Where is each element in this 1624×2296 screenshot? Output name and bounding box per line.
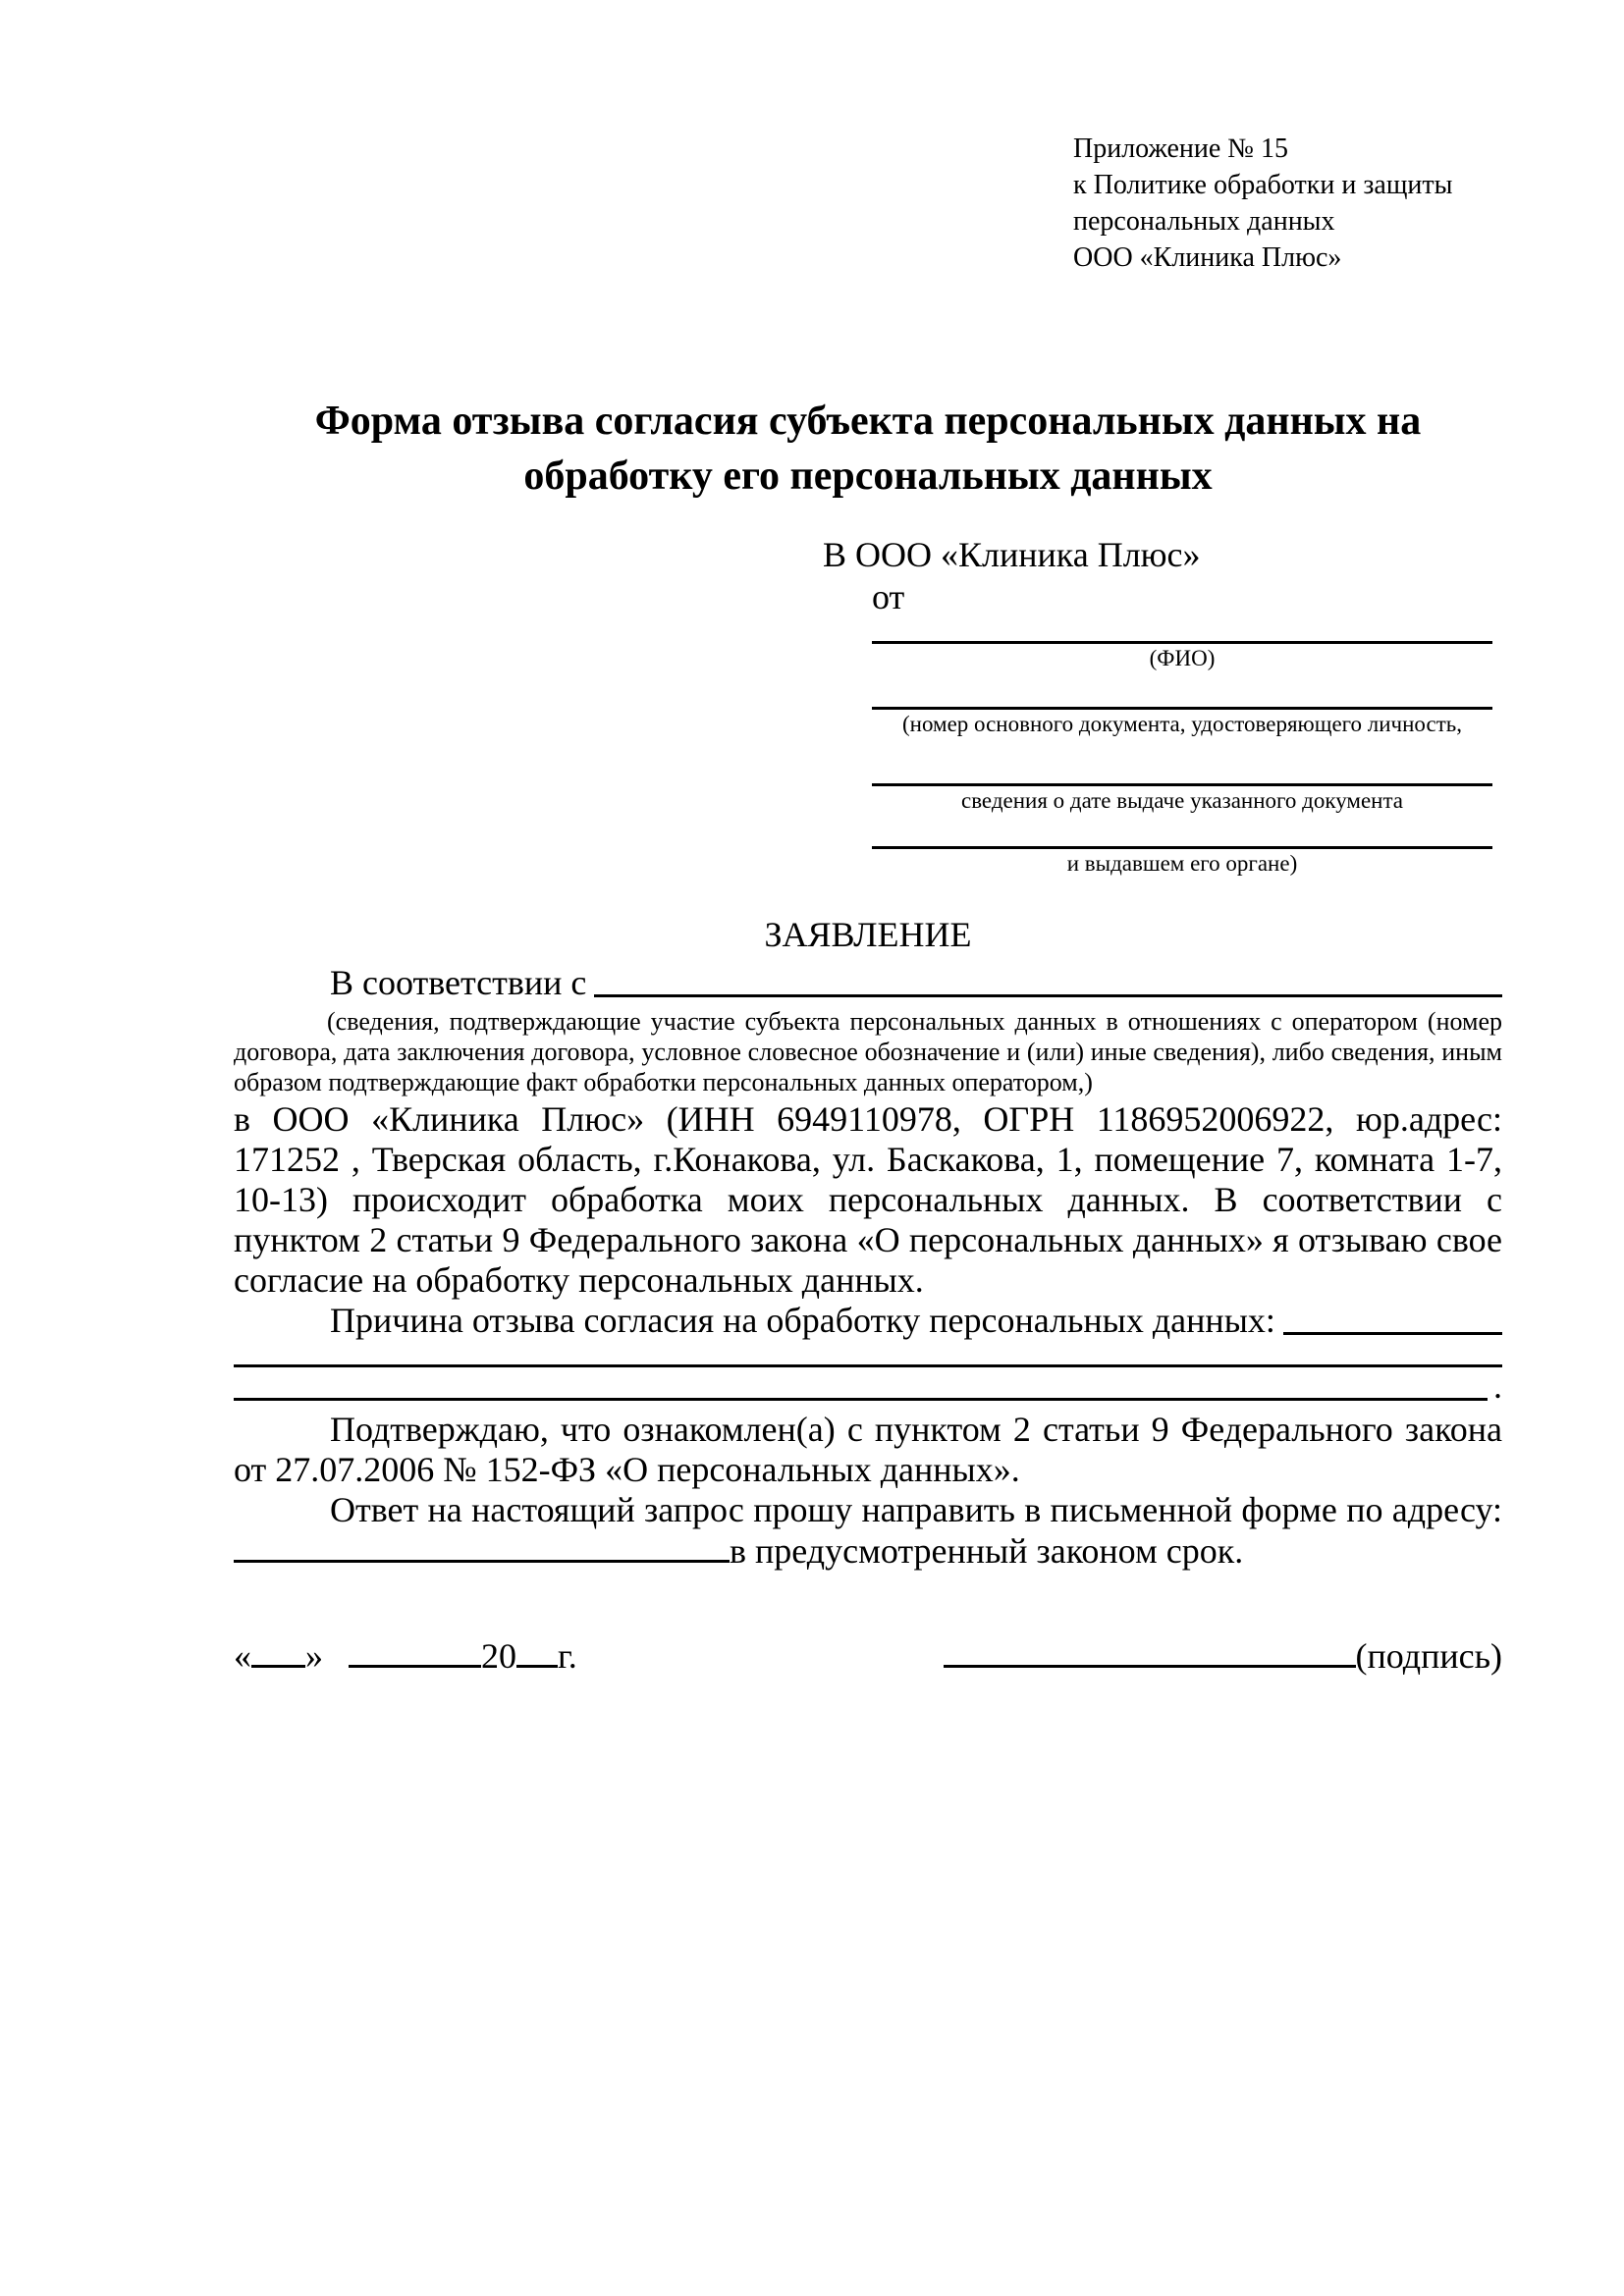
reply-request-line: Ответ на настоящий запрос прошу направить в письменной форме по адресу: — [330, 1490, 1502, 1529]
reply-address-blank-line — [234, 1530, 730, 1563]
signature-caption: (подпись) — [1355, 1636, 1502, 1676]
fio-blank-line — [872, 615, 1492, 644]
reason-blank-line — [1283, 1332, 1502, 1335]
date-year-blank — [516, 1637, 558, 1668]
field-doc-issuer — [872, 816, 1492, 879]
date-year-prefix: 20 — [481, 1636, 516, 1676]
doc-issue-date-blank-line — [872, 739, 1492, 786]
reason-blank-line-2 — [234, 1398, 1488, 1401]
reply-suffix: в предусмотренный законом срок. — [730, 1531, 1244, 1571]
appendix-line: персональных данных — [1073, 206, 1335, 237]
document-content — [234, 0, 1502, 1677]
appendix-block — [1073, 131, 1502, 276]
confirmation-paragraph: Подтверждаю, что ознакомлен(а) с пунктом 2 статьи 9 Федерального закона от 27.07.2006 № 152-ФЗ «О персональных данных». — [234, 1410, 1502, 1489]
signature-row — [234, 1636, 1502, 1677]
fio-caption: (ФИО) — [1149, 646, 1216, 670]
signature-group — [944, 1636, 1502, 1677]
doc-issuer-caption: и выдавшем его органе) — [1066, 851, 1298, 876]
date-quote-open: « — [234, 1636, 251, 1676]
intro-line — [234, 963, 1502, 1003]
doc-number-caption: (номер основного документа, удостоверяющего личность, — [901, 712, 1462, 736]
appendix-line: к Политике обработки и защиты — [1073, 170, 1453, 200]
intro-footnote: (сведения, подтверждающие участие субъекта персональных данных в отношениях с оператором (номер договора, дата заключения договора, условное словесное обозначение и (или) иные сведения), либо сведения, иным образом подтверждающие факт обработки персональных данных оператором,) — [234, 1007, 1502, 1096]
addressee-organization: В ООО «Клиника Плюс» — [823, 535, 1201, 574]
intro-prefix: В соответствии с — [330, 963, 587, 1002]
date-month-blank — [349, 1637, 481, 1668]
reason-line — [234, 1301, 1502, 1341]
reason-blank-row-1 — [234, 1341, 1502, 1367]
field-fio — [872, 615, 1492, 673]
statement-body: в ООО «Клиника Плюс» (ИНН 6949110978, ОГРН 1186952006922, юр.адрес: 171252 , Тверская область, г.Конакова, ул. Баскакова, 1, помещение 7, комната 1-7, 10-13) происходит обработка моих персональных данных. В соответствии с пунктом 2 статьи 9 Федерального закона «О персональных данных» я отзываю свое согласие на обработку персональных данных. — [234, 1099, 1502, 1300]
date-day-blank — [251, 1637, 305, 1668]
doc-issue-date-caption: сведения о дате выдаче указанного документа — [960, 788, 1404, 813]
statement-heading: ЗАЯВЛЕНИЕ — [764, 915, 972, 954]
date-group — [234, 1636, 577, 1677]
addressee-from-label: от — [872, 577, 905, 616]
appendix-line: Приложение № 15 — [1073, 133, 1288, 164]
signature-blank-line — [944, 1637, 1356, 1668]
reason-label: Причина отзыва согласия на обработку персональных данных: — [330, 1301, 1275, 1340]
date-year-suffix: г. — [558, 1636, 577, 1676]
document-title: Форма отзыва согласия субъекта персональных данных на обработку его персональных данных — [314, 399, 1422, 499]
doc-issuer-blank-line — [872, 816, 1492, 849]
doc-number-blank-line — [872, 673, 1492, 710]
field-doc-number — [872, 673, 1492, 739]
reason-end-punctuation: . — [1493, 1366, 1502, 1406]
appendix-line: ООО «Клиника Плюс» — [1073, 242, 1342, 273]
reason-blank-row-2 — [234, 1367, 1502, 1407]
intro-blank-line — [594, 994, 1502, 997]
date-quote-close: » — [305, 1636, 323, 1676]
field-doc-issue-date — [872, 739, 1492, 816]
reply-address-line — [234, 1530, 1502, 1572]
